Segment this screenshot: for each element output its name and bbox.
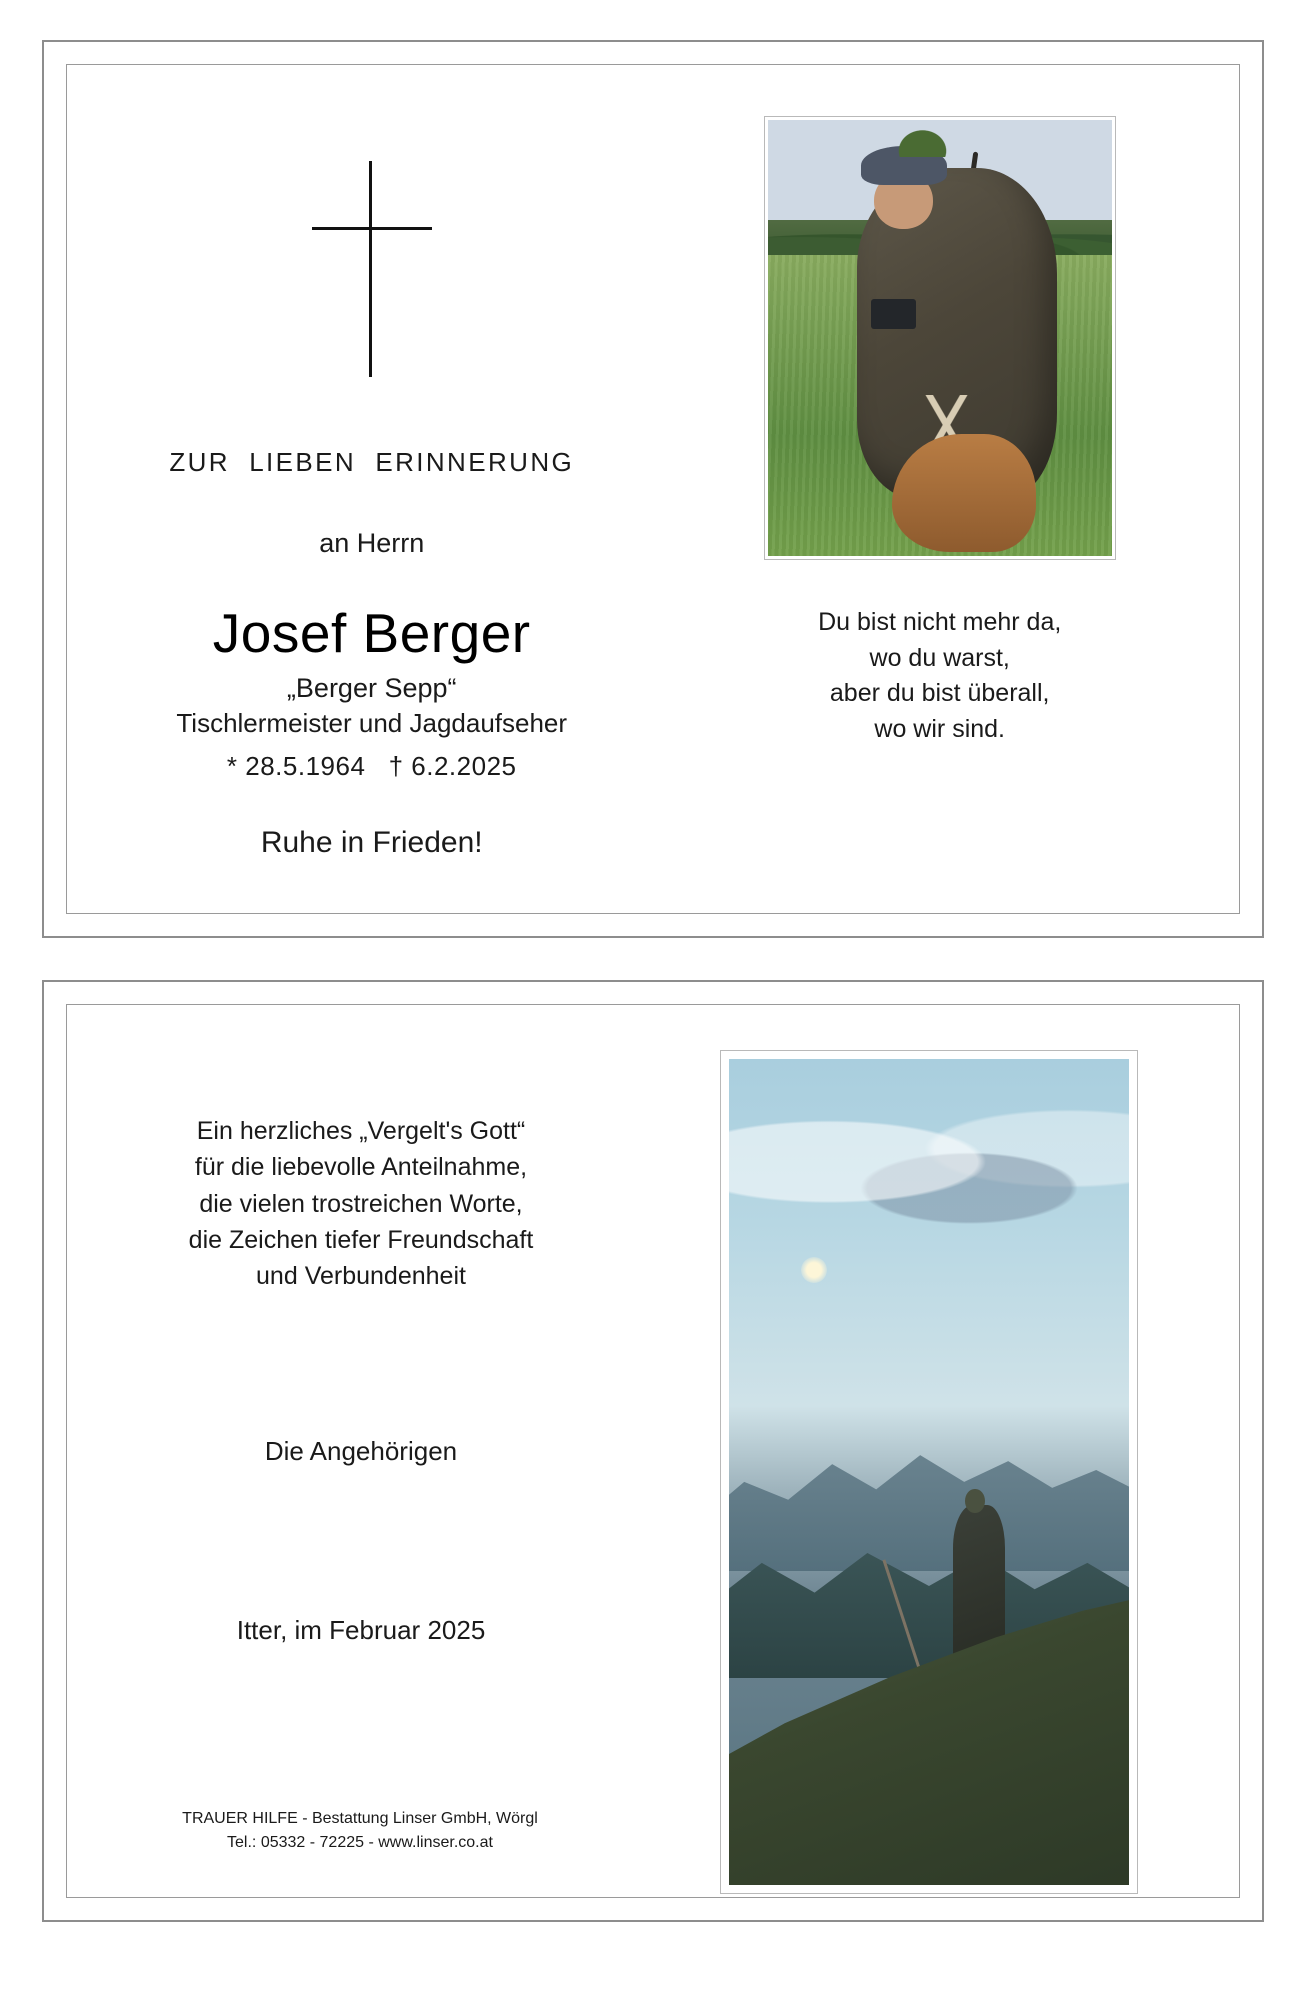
memorial-verse (818, 605, 1061, 747)
card-back-right-column (653, 1005, 1239, 1897)
card-front-body (67, 65, 1239, 913)
thank-you-text (189, 1113, 534, 1294)
memoriam-heading: ZUR LIEBEN ERINNERUNG (169, 447, 575, 477)
moon (801, 1257, 827, 1283)
verse-line: aber du bist überall, (829, 679, 1050, 707)
card-back-inner-border (66, 1004, 1240, 1898)
rest-in-peace-text: Ruhe in Frieden! (260, 826, 483, 859)
family-signature: Die Angehörigen (264, 1436, 458, 1467)
footer-company: TRAUER HILFE - Bestattung Linser GmbH, Wörgl (182, 1810, 538, 1827)
cross-icon (312, 161, 432, 377)
mountain-evening-photo (721, 1051, 1137, 1893)
binoculars (871, 299, 916, 330)
deceased-nickname: „Berger Sepp“ (286, 673, 457, 703)
deceased-name: Josef Berger (212, 602, 531, 664)
salutation: an Herrn (319, 528, 425, 558)
footer-contact: Tel.: 05332 - 72225 - www.linser.co.at (227, 1834, 493, 1851)
verse-line: Du bist nicht mehr da, (818, 608, 1062, 636)
hunter-portrait-photo (765, 117, 1115, 559)
memorial-card-back (42, 980, 1264, 1922)
hiker-head (965, 1489, 985, 1514)
mountain-photo-art (729, 1059, 1129, 1885)
card-front-right-column (676, 65, 1239, 913)
card-back-body (67, 1005, 1239, 1897)
thanks-line: die Zeichen tiefer Freundschaft (188, 1225, 534, 1254)
thanks-line: Ein herzliches „Vergelt's Gott“ (196, 1117, 526, 1145)
life-dates: * 28.5.1964 † 6.2.2025 (226, 751, 517, 781)
hunter-photo-art (768, 120, 1112, 556)
card-back-left-column (67, 1005, 653, 1897)
place-and-date: Itter, im Februar 2025 (236, 1615, 486, 1646)
memorial-card-front (42, 40, 1264, 938)
verse-line: wo du warst, (869, 643, 1010, 672)
thanks-line: für die liebevolle Anteilnahme, (194, 1153, 528, 1182)
thanks-line: die vielen trostreichen Worte, (199, 1189, 523, 1218)
clouds (729, 1109, 1129, 1241)
deceased-profession: Tischlermeister und Jagdaufseher (176, 708, 568, 738)
card-front-left-column (67, 65, 676, 913)
card-front-inner-border (66, 64, 1240, 914)
verse-line: wo wir sind. (874, 714, 1005, 743)
hat-feather (895, 127, 950, 158)
far-ridge (721, 1422, 1137, 1571)
funeral-home-footer (67, 1807, 653, 1855)
thanks-line: und Verbundenheit (256, 1262, 466, 1290)
